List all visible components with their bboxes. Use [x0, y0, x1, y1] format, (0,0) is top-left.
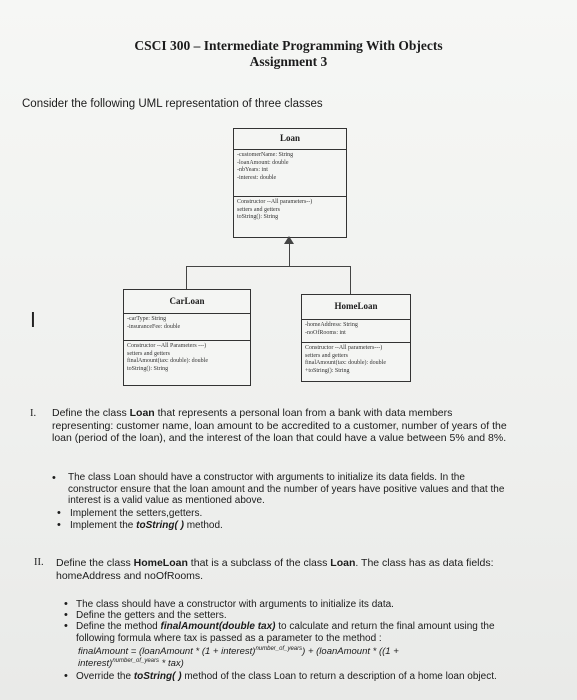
uml-attribute: -insuranceFee: double	[127, 323, 181, 330]
section-2-number: II.	[34, 557, 44, 568]
text-fragment: Override the	[76, 671, 134, 682]
section-1-text	[52, 407, 514, 445]
formula-line-1	[78, 646, 399, 657]
text-fragment: to calculate and return the final amount using the following formula where tax is passed as a parameter to the method :	[76, 621, 495, 644]
uml-attribute: -interest: double	[237, 174, 277, 181]
text-fragment: method.	[183, 520, 223, 531]
uml-homeloan-attributes	[302, 319, 410, 342]
uml-loan-attributes	[234, 149, 346, 196]
method-name: finalAmount(double tax)	[160, 621, 276, 632]
uml-method: setters and getters	[127, 350, 170, 357]
uml-method: Constructor --All parameters---)	[305, 345, 383, 351]
uml-method: Constructor --All Parameters ---)	[127, 343, 207, 349]
uml-loan-name: Loan	[279, 133, 300, 143]
method-name: toString( )	[133, 671, 182, 682]
text-cursor-icon: I	[30, 308, 36, 332]
bullet-icon: •	[57, 519, 61, 531]
formula-line-2	[78, 658, 184, 669]
formula-text: * tax)	[159, 658, 184, 670]
class-name-homeloan: HomeLoan	[133, 557, 188, 569]
text-fragment: that is a subclass of the class	[187, 557, 331, 569]
assignment-title: Assignment 3	[249, 54, 328, 69]
uml-loan-class	[233, 128, 347, 238]
method-name: toString( )	[136, 520, 184, 531]
uml-homeloan-class	[301, 294, 411, 382]
formula-exponent: number_of_years	[255, 646, 303, 652]
text-fragment: . The class has as data fields: homeAddress and noOfRooms.	[56, 557, 494, 582]
intro-text: Consider the following UML representation of three classes	[22, 98, 323, 110]
uml-method: setters and getters	[305, 352, 348, 359]
formula-text: ) + (loanAmount * ((1 +	[302, 646, 399, 658]
bullet-icon: •	[64, 598, 68, 610]
section-2-bullet-1: The class should have a constructor with arguments to initialize its data.	[76, 599, 394, 610]
bullet-icon: •	[64, 620, 68, 632]
section-2-bullet-4	[76, 671, 506, 683]
uml-method: finalAmount(tax: double): double	[305, 360, 386, 366]
uml-method: +toString(): String	[305, 367, 350, 374]
uml-method: toString(): String	[237, 214, 279, 220]
uml-carloan-class	[123, 289, 251, 386]
uml-attribute: -carType: String	[127, 316, 167, 322]
bullet-icon: •	[52, 472, 56, 484]
uml-attribute: -loanAmount: double	[237, 159, 289, 166]
uml-method: Constructor --All parameters--)	[237, 199, 313, 205]
section-1-bullet-3	[70, 520, 223, 532]
text-fragment: Define the class	[52, 407, 130, 419]
uml-attribute: -nbYears: int	[237, 167, 268, 173]
connector-line	[350, 266, 351, 294]
bullet-icon: •	[57, 507, 61, 519]
section-1-bullet-1: The class Loan should have a constructor with arguments to initialize its data fields. In the constructor ensure that the loan amount and the number of years have positive values and that the interest is a valid value as mentioned above.	[68, 472, 505, 506]
connector-line	[186, 266, 187, 289]
uml-homeloan-methods	[302, 342, 410, 377]
uml-loan-methods	[234, 196, 346, 224]
text-fragment: that represents a personal loan from a bank with data members representing: customer name, loan amount to be accredited to a customer, number of years of the loan (period of the loan), and the interest of the loan that could have a value between 5% and 8%.	[52, 407, 507, 444]
section-2-bullet-2: Define the getters and the setters.	[76, 610, 227, 621]
connector-line	[289, 244, 290, 266]
bullet-icon: •	[64, 670, 68, 682]
section-1-bullet-2: Implement the setters,getters.	[70, 508, 203, 519]
formula-text: finalAmount = (loanAmount * (1 + interest)	[78, 646, 256, 658]
formula-text: interest)	[78, 658, 113, 670]
section-1-number: I.	[30, 408, 37, 419]
uml-attribute: -homeAddress: String	[305, 322, 358, 328]
class-name-loan: Loan	[330, 557, 356, 569]
uml-method: setters and getters	[237, 206, 280, 213]
text-fragment: method of the class Loan to return a description of a home loan object.	[181, 671, 497, 682]
class-name-loan: Loan	[129, 407, 155, 419]
uml-attribute: -noOfRooms: int	[305, 329, 346, 336]
formula-exponent: number_of_years	[112, 658, 160, 664]
uml-carloan-name: CarLoan	[169, 296, 205, 306]
uml-carloan-attributes	[124, 313, 250, 340]
course-title: CSCI 300 – Intermediate Programming With Objects	[134, 38, 443, 53]
uml-method: toString(): String	[127, 365, 169, 372]
uml-homeloan-name: HomeLoan	[334, 301, 378, 311]
uml-attribute: -customerName: String	[237, 152, 294, 158]
uml-method: finalAmount(tax: double): double	[127, 358, 208, 364]
text-fragment: Define the class	[56, 557, 134, 569]
connector-line	[186, 266, 350, 267]
uml-carloan-methods	[124, 340, 250, 375]
section-2-bullet-3	[76, 621, 506, 644]
text-fragment: Define the method	[76, 621, 161, 632]
text-fragment: Implement the	[70, 520, 137, 531]
inheritance-arrow-icon	[284, 236, 294, 244]
section-2-text	[56, 557, 496, 582]
bullet-icon: •	[64, 609, 68, 621]
